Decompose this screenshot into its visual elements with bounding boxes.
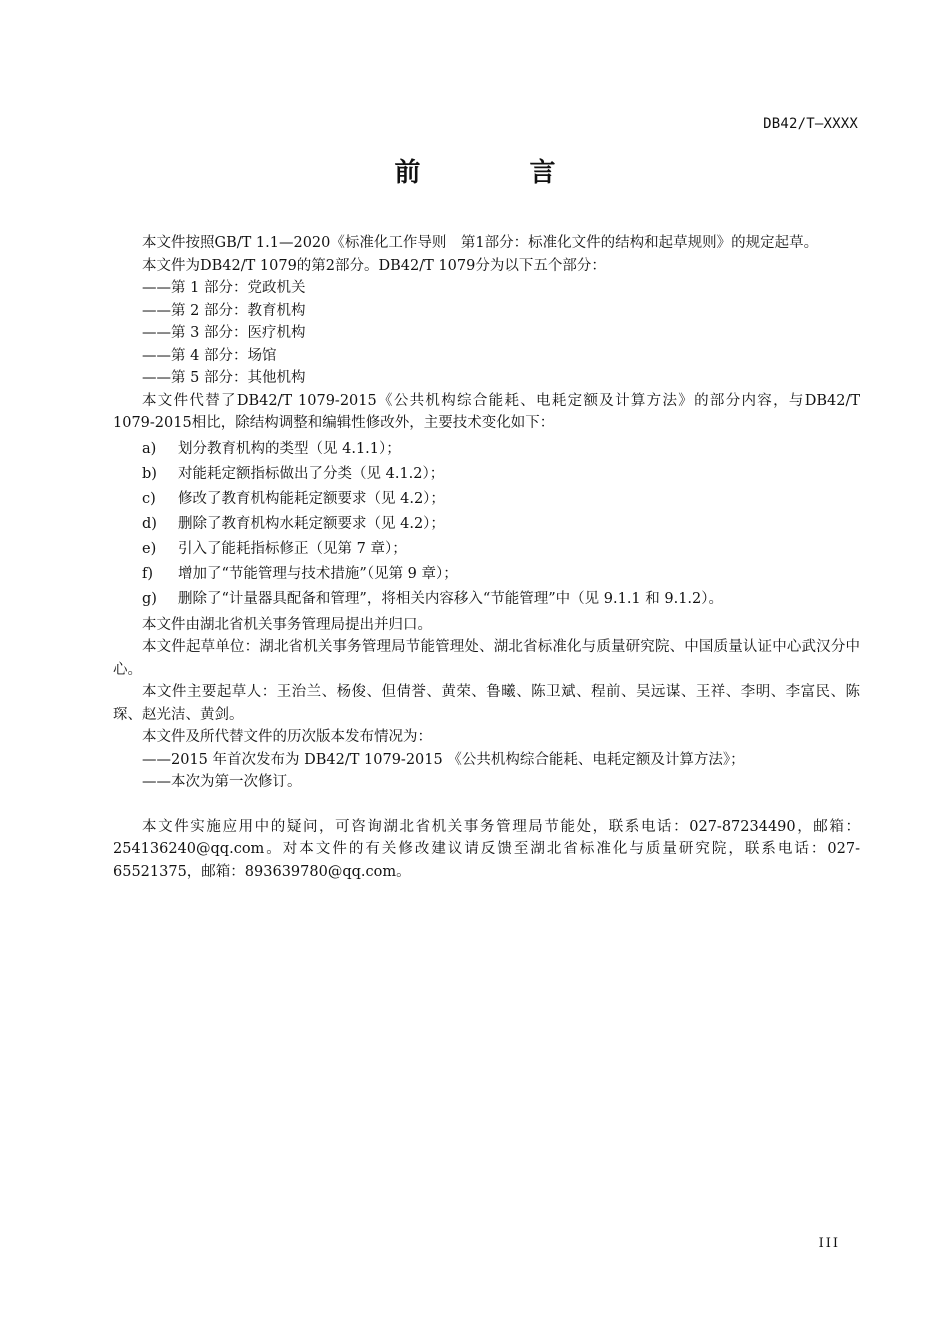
changes-list [113,437,860,612]
change-item [113,537,860,562]
change-text: 增加了“节能管理与技术措施”（见第 9 章）； [178,565,458,582]
change-text: 删除了“计量器具配备和管理”，将相关内容移入“节能管理”中（见 9.1.1 和 9.1.2）。 [178,590,724,607]
spacer [113,794,860,816]
change-text: 引入了能耗指标修正（见第 7 章）； [178,540,407,557]
change-text: 划分教育机构的类型（见 4.1.1）； [178,440,401,457]
document-code: DB42/T—XXXX [763,116,858,132]
change-label: b) [142,465,157,482]
page-number: III [818,1236,840,1251]
part-item: ——第 4 部分：场馆 [142,347,277,364]
paragraph-drafting-basis: 本文件按照GB/T 1.1—2020《标准化工作导则 第1部分：标准化文件的结构和起草规则》的规定起草。 [142,235,819,251]
foreword-body [113,232,860,883]
change-label: f) [142,565,154,582]
change-label: e) [142,540,157,557]
paragraph-replacement: 本文件代替了DB42/T 1079-2015《公共机构综合能耗、电耗定额及计算方法》的部分内容，与DB42/T 1079-2015相比，除结构调整和编辑性修改外，主要技术变化如下： [113,392,860,431]
change-text: 对能耗定额指标做出了分类（见 4.1.2）； [178,465,445,482]
change-item [113,587,860,612]
history-item: ——本次为第一次修订。 [142,774,302,790]
paragraph-drafting-units: 本文件起草单位：湖北省机关事务管理局节能管理处、湖北省标准化与质量研究院、中国质量认证中心武汉分中心。 [113,639,860,678]
change-label: a) [142,440,157,457]
change-item [113,437,860,462]
change-item [113,512,860,537]
change-item [113,462,860,487]
paragraph-parts-intro: 本文件为DB42/T 1079的第2部分。DB42/T 1079分为以下五个部分： [142,257,606,274]
change-label: c) [142,490,156,507]
part-item: ——第 3 部分：医疗机构 [142,325,306,341]
paragraph-history-intro: 本文件及所代替文件的历次版本发布情况为： [142,729,432,745]
history-item: ——2015 年首次发布为 DB42/T 1079-2015 《公共机构综合能耗、电耗定额及计算方法》； [142,751,745,768]
change-item [113,562,860,587]
page-title: 前 言 [394,158,606,188]
paragraph-proposer: 本文件由湖北省机关事务管理局提出并归口。 [142,616,432,633]
part-item: ——第 2 部分：教育机构 [142,302,306,319]
change-text: 删除了教育机构水耗定额要求（见 4.2）； [178,515,445,532]
paragraph-contact: 本文件实施应用中的疑问，可咨询湖北省机关事务管理局节能处，联系电话：027-87234490，邮箱：254136240@qq.com。对本文件的有关修改建议请反馈至湖北省标准化与质量研究院，联系电话：027-65521375，邮箱：893639780@qq.com。 [113,818,860,880]
change-label: g) [142,590,157,607]
part-item: ——第 5 部分：其他机构 [142,370,306,386]
change-item [113,487,860,512]
paragraph-drafters: 本文件主要起草人：王治兰、杨俊、但倩誉、黄荣、鲁曦、陈卫斌、程前、吴远谋、王祥、李明、李富民、陈琛、赵光洁、黄剑。 [113,684,860,723]
part-item: ——第 1 部分：党政机关 [142,280,306,296]
change-label: d) [142,515,157,532]
change-text: 修改了教育机构能耗定额要求（见 4.2）； [178,490,445,507]
